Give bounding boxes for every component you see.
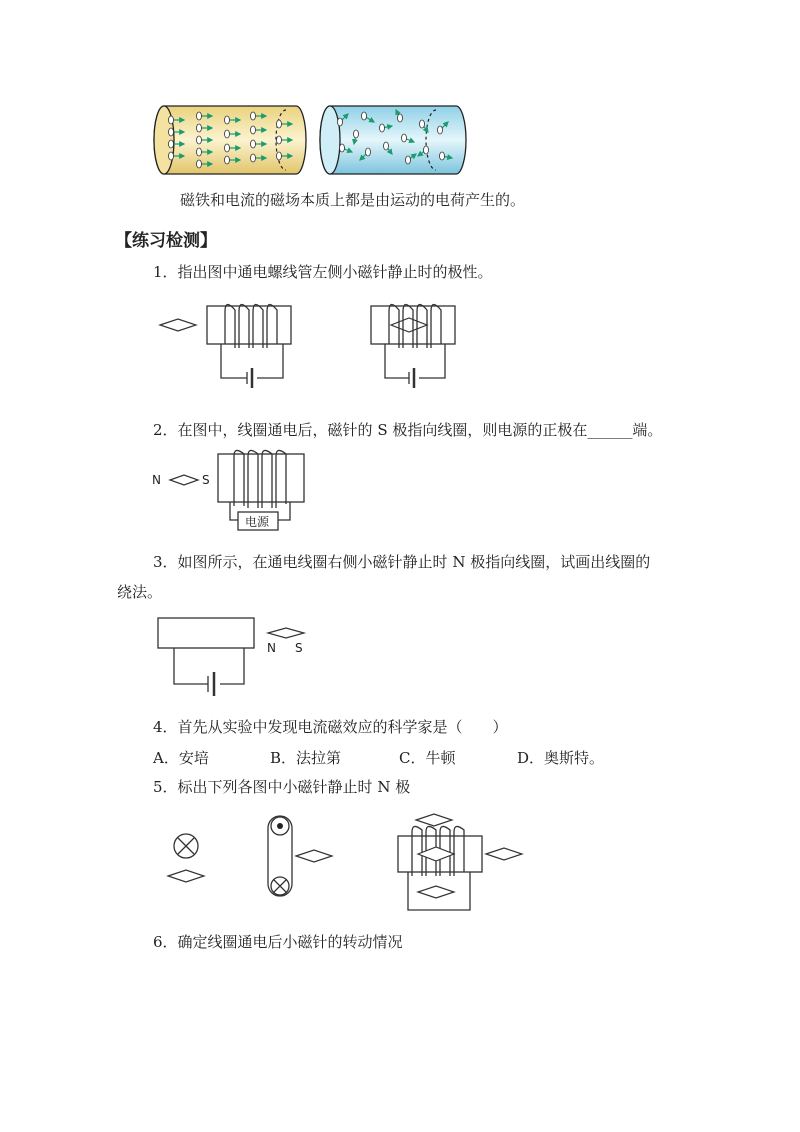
intro-figure xyxy=(150,100,480,180)
question-1: 1．指出图中通电螺线管左侧小磁针静止时的极性。 xyxy=(153,263,493,281)
question-5: 5．标出下列各图中小磁针静止时 N 极 xyxy=(153,778,411,796)
question-2: 2．在图中，线圈通电后，磁针的 S 极指向线圈，则电源的正极在______端。 xyxy=(153,421,663,439)
q5-solenoid xyxy=(398,814,522,910)
q4-option-d: D．奥斯特。 xyxy=(517,749,605,767)
q3-label-n: N xyxy=(267,641,276,655)
q4-option-c: C．牛顿 xyxy=(399,749,456,767)
q3-label-s: S xyxy=(295,641,303,655)
magnet-cylinder xyxy=(154,106,306,174)
q1-figure xyxy=(155,296,475,396)
q2-power-source-label: 电源 xyxy=(245,515,270,529)
q3-figure xyxy=(150,612,320,696)
q2-figure xyxy=(150,446,320,538)
q2-label-n: N xyxy=(152,473,161,487)
question-3-line-1: 3．如图所示，在通电线圈右侧小磁针静止时 N 极指向线圈，试画出线圈的 xyxy=(153,553,651,571)
iron-cylinder xyxy=(320,106,466,174)
question-4: 4．首先从实验中发现电流磁效应的科学家是（ ） xyxy=(153,718,508,736)
q4-option-b: B．法拉第 xyxy=(270,749,342,767)
q2-label-s: S xyxy=(202,473,210,487)
q1-right-solenoid xyxy=(371,304,455,388)
intro-caption: 磁铁和电流的磁场本质上都是由运动的电荷产生的。 xyxy=(180,191,526,209)
question-6: 6．确定线圈通电后小磁针的转动情况 xyxy=(153,933,403,951)
q5-current-loop xyxy=(268,816,332,896)
q5-figure xyxy=(160,810,540,920)
question-3-line-2: 绕法。 xyxy=(117,583,163,601)
q5-wire-into-page xyxy=(168,834,204,882)
q4-option-a: A．安培 xyxy=(153,749,209,767)
section-title: 【练习检测】 xyxy=(115,231,217,251)
q1-left-solenoid xyxy=(160,304,291,388)
